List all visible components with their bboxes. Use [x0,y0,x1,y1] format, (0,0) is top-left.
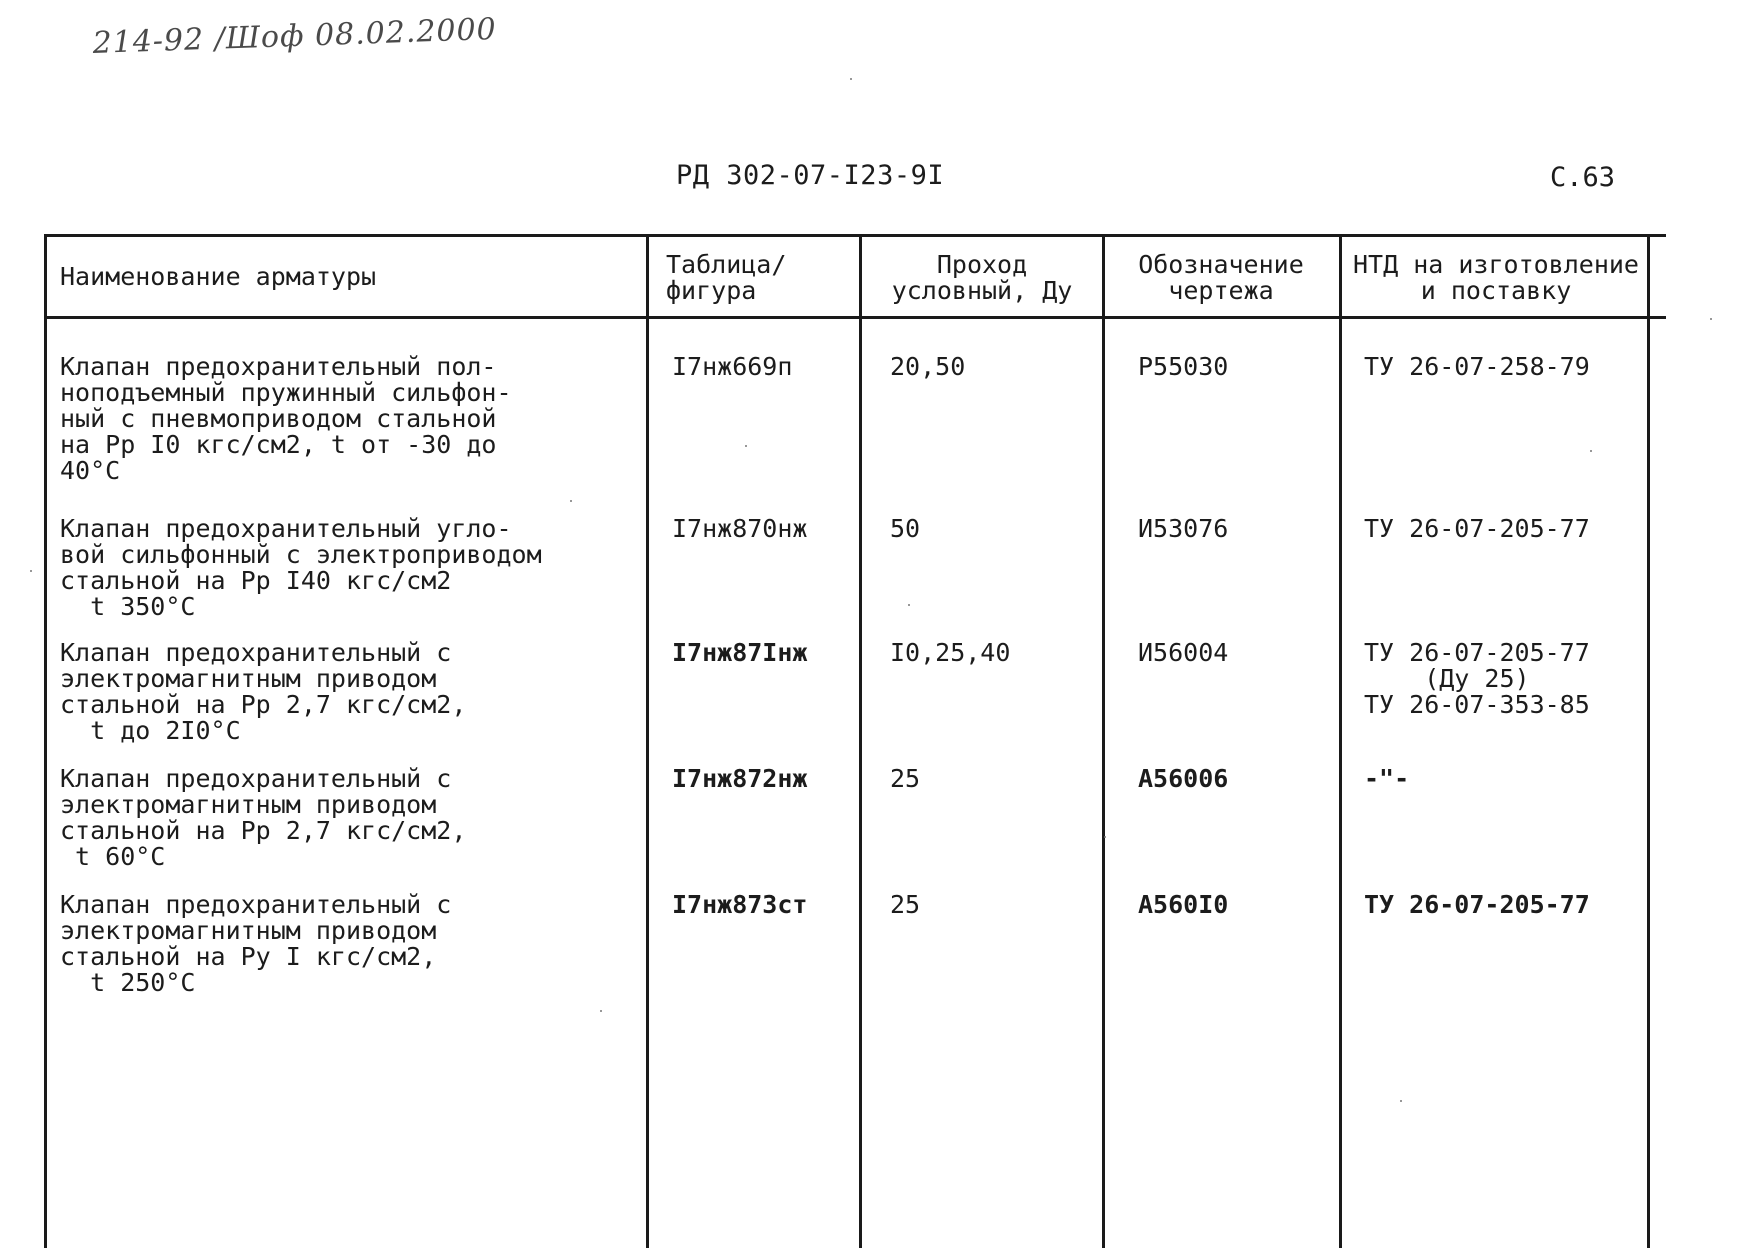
column-divider-1 [646,234,649,1248]
row-1-name: Клапан предохранительный пол- ноподъемный пружинный сильфон- ный с пневмоприводом стальной на Рр I0 кгс/см2, t от -30 до 40°С [60,352,512,485]
column-divider-right [1647,234,1650,1248]
scan-speck [745,445,747,447]
scan-speck [850,78,852,80]
row-4-passage: 25 [890,764,921,793]
row-3-name: Клапан предохранительный с электромагнитным приводом стальной на Рр 2,7 кгс/см2, t до 2I0°С [60,638,467,745]
header-bottom-border [44,316,1666,319]
column-divider-4 [1339,234,1342,1248]
row-4-ntd: -"- [1364,764,1410,793]
scan-speck [908,604,910,606]
row-2-passage: 50 [890,514,921,543]
row-5-ntd: ТУ 26-07-205-77 [1364,890,1590,919]
row-4-figure: I7нж872нж [672,764,808,793]
page-number: С.63 [1550,162,1616,193]
column-divider-2 [859,234,862,1248]
row-2-name: Клапан предохранительный угло- вой сильфонный с электроприводом стальной на Рр I40 кгс/см2 t 350°С [60,514,542,621]
column-divider-left [44,234,47,1248]
row-3-passage: I0,25,40 [890,638,1011,667]
scan-speck [1400,1100,1402,1102]
scan-speck [30,570,32,572]
row-1-drawing: Р55030 [1138,352,1229,381]
row-3-drawing: И56004 [1138,638,1229,667]
row-1-passage: 20,50 [890,352,966,381]
scan-speck [1710,318,1712,320]
header-name: Наименование арматуры [60,262,377,291]
valve-table [44,234,1666,1248]
handwritten-annotation: 214-92 /Шоф 08.02.2000 [92,11,498,61]
row-5-passage: 25 [890,890,921,919]
row-5-figure: I7нж873ст [672,890,808,919]
row-3-figure: I7нж87Iнж [672,638,808,667]
row-4-drawing: А56006 [1138,764,1229,793]
scan-speck [1590,450,1592,452]
row-4-name: Клапан предохранительный с электромагнитным приводом стальной на Рр 2,7 кгс/см2, t 60°С [60,764,467,871]
header-figure: Таблица/ фигура [666,250,787,305]
row-2-ntd: ТУ 26-07-205-77 [1364,514,1590,543]
column-divider-3 [1102,234,1105,1248]
row-1-figure: I7нж669п [672,352,793,381]
row-5-name: Клапан предохранительный с электромагнитным приводом стальной на Ру I кгс/см2, t 250°С [60,890,452,997]
row-5-drawing: А560I0 [1138,890,1229,919]
header-drawing: Обозначение чертежа [1138,250,1304,305]
header-ntd: НТД на изготовление и поставку [1353,250,1639,305]
header-passage: Проход условный, Ду [891,250,1073,305]
row-1-ntd: ТУ 26-07-258-79 [1364,352,1590,381]
scan-speck [570,500,572,502]
row-2-figure: I7нж870нж [672,514,808,543]
table-top-border [44,234,1666,237]
row-3-ntd: ТУ 26-07-205-77 (Ду 25) ТУ 26-07-353-85 [1364,638,1590,719]
scan-speck [1104,836,1106,838]
document-code: РД 302-07-I23-9I [676,160,945,191]
row-2-drawing: И53076 [1138,514,1229,543]
scan-speck [600,1010,602,1012]
